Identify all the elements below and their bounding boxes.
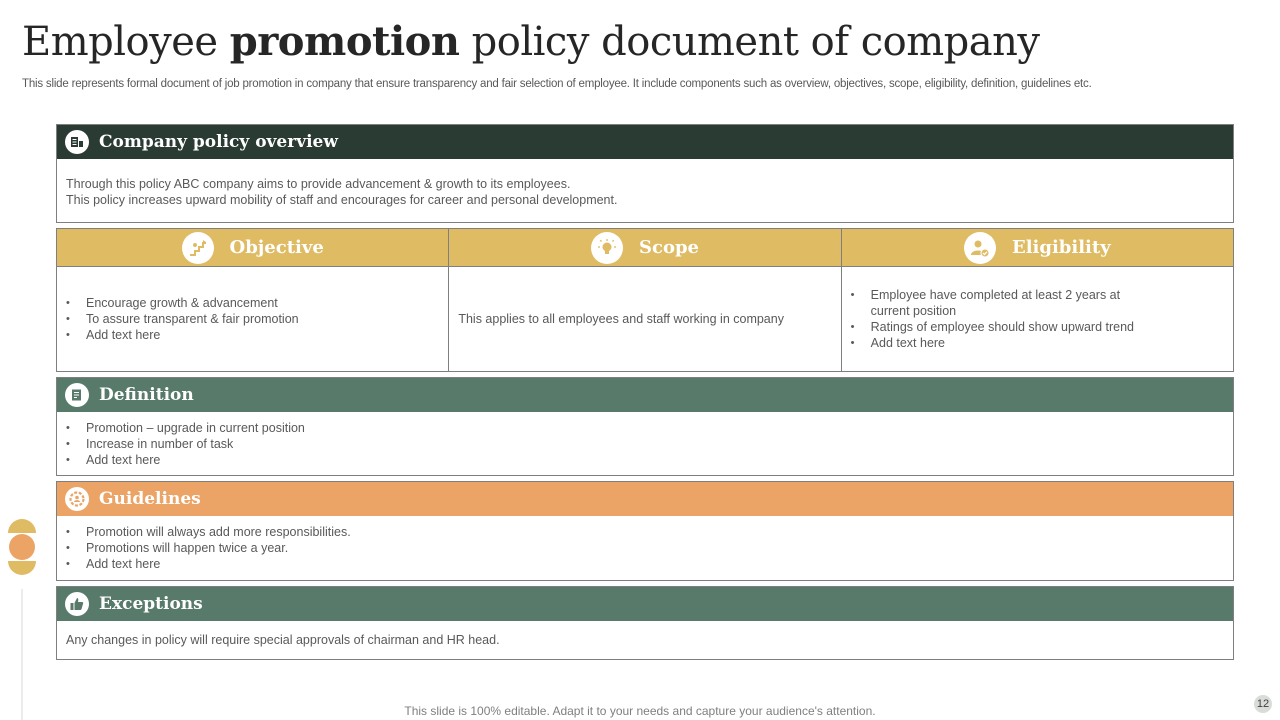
overview-line-1: Through this policy ABC company aims to provide advancement & growth to its employees. (66, 177, 571, 191)
definition-header (57, 378, 1233, 412)
exceptions-heading: Exceptions (99, 594, 203, 614)
eligibility-body (842, 267, 1233, 371)
overview-heading: Company policy overview (99, 132, 338, 152)
guidelines-heading: Guidelines (99, 489, 201, 509)
overview-body (57, 159, 1233, 208)
lightbulb-icon (591, 232, 623, 264)
definition-bullet-1: • Promotion – upgrade in current position (66, 420, 1224, 436)
scope-body (449, 267, 840, 371)
page-title (22, 18, 1039, 65)
page-subtitle: This slide represents formal document of job promotion in company that ensure transparency and fair selection of employee. It include components such as overview, objectives, scope, eligibility, definition, guidelines etc. (22, 78, 1092, 90)
title-bold: promotion (229, 18, 460, 65)
exceptions-header (57, 587, 1233, 621)
overview-line-2: This policy increases upward mobility of staff and encourages for career and personal development. (66, 193, 618, 207)
definition-bullet-2: • Increase in number of task (66, 436, 1224, 452)
title-part1: Employee (22, 19, 230, 65)
objective-bullet-1: • Encourage growth & advancement (66, 295, 299, 311)
three-column-section (56, 228, 1234, 372)
scope-column (449, 229, 841, 371)
guidelines-bullet-3: • Add text here (66, 556, 1224, 572)
objective-bullet-2: • To assure transparent & fair promotion (66, 311, 299, 327)
exceptions-body (57, 621, 1233, 648)
scope-header (449, 229, 840, 267)
eligibility-bullet-3: • Add text here (851, 335, 1151, 351)
decorative-pill-shapes (8, 518, 38, 720)
goal-staircase-icon (182, 232, 214, 264)
note-icon (65, 383, 89, 407)
eligibility-header (842, 229, 1233, 267)
footer-note: This slide is 100% editable. Adapt it to your needs and capture your audience's attention. (404, 704, 876, 718)
guidelines-bullet-2: • Promotions will happen twice a year. (66, 540, 1224, 556)
eligibility-heading: Eligibility (1011, 237, 1111, 258)
eligibility-bullet-2: • Ratings of employee should show upward trend (851, 319, 1151, 335)
eligibility-column (842, 229, 1233, 371)
title-part2: policy document of company (459, 19, 1040, 65)
scope-text: This applies to all employees and staff working in company (458, 312, 784, 326)
objective-column (57, 229, 449, 371)
definition-body (57, 412, 1233, 468)
objective-heading: Objective (229, 237, 324, 258)
exceptions-text: Any changes in policy will require special approvals of chairman and HR head. (66, 633, 500, 647)
eligibility-bullet-1: • Employee have completed at least 2 years at current position (851, 287, 1151, 319)
guidelines-bullet-1: • Promotion will always add more responsibilities. (66, 524, 1224, 540)
guidelines-section (56, 481, 1234, 581)
guidelines-header (57, 482, 1233, 516)
definition-bullet-3: • Add text here (66, 452, 1224, 468)
page-number: 12 (1254, 695, 1272, 713)
user-check-icon (964, 232, 996, 264)
overview-header (57, 125, 1233, 159)
scope-heading: Scope (638, 237, 699, 258)
objective-header (57, 229, 448, 267)
gear-person-icon (65, 487, 89, 511)
definition-section (56, 377, 1234, 476)
definition-heading: Definition (99, 385, 194, 405)
overview-section (56, 124, 1234, 223)
exceptions-section (56, 586, 1234, 660)
guidelines-body (57, 516, 1233, 572)
objective-bullet-3: • Add text here (66, 327, 299, 343)
objective-body (57, 267, 448, 371)
document-building-icon (65, 130, 89, 154)
thumbs-up-icon (65, 592, 89, 616)
